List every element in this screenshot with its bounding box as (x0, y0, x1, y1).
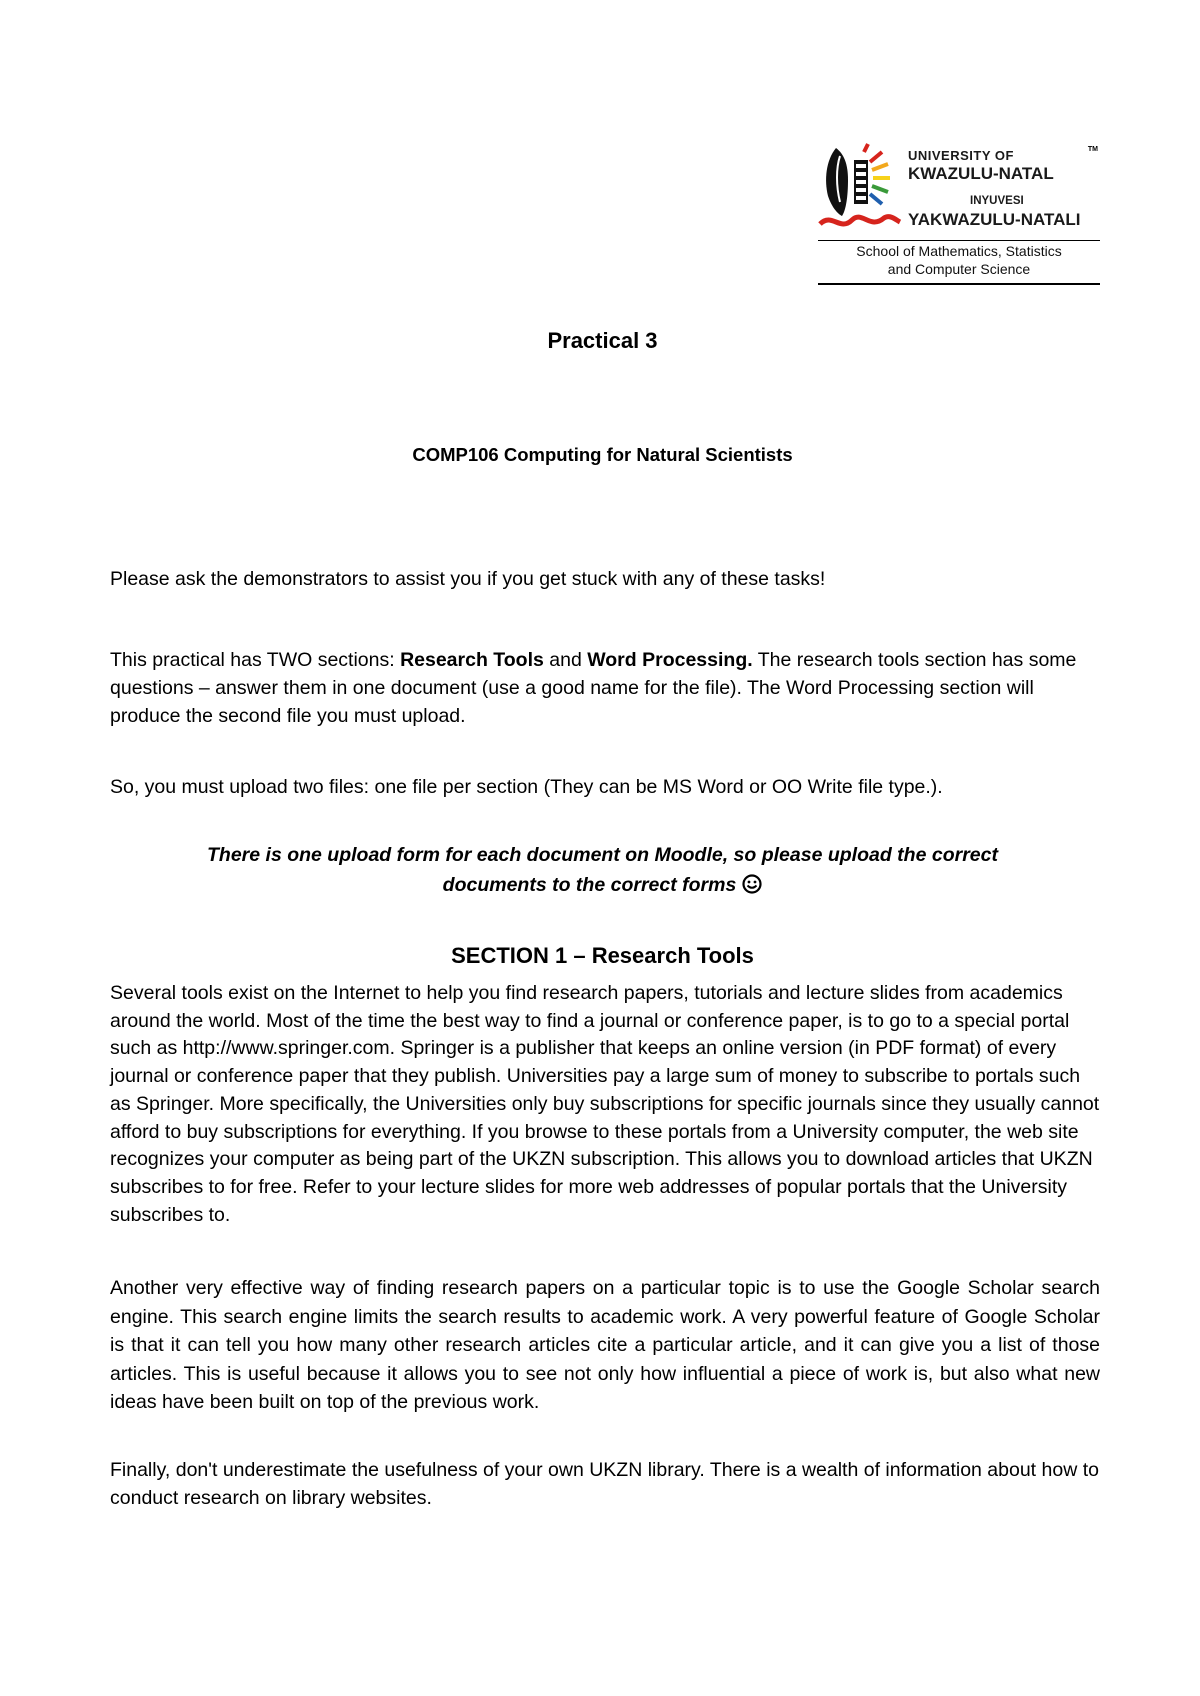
section-1-paragraph-1: Several tools exist on the Internet to help you find research papers, tutorials and lecture slides from academics around the world. Most of the time the best way to find a journal or conference paper, is to go to a special portal such as http://www.springer.com. Springer is a publisher that keeps an online version (in PDF format) of every journal or conference paper that they publish. Universities pay a large sum of money to subscribe to portals such as Springer. More specifically, the Universities only buy subscriptions for specific journals since they usually cannot afford to buy subscriptions for everything. If you browse to these portals from a University computer, the web site recognizes your computer as being part of the UKZN subscription. This allows you to download articles that UKZN subscribes to for free. Refer to your lecture slides for more web addresses of popular portals that the University subscribes to. (110, 982, 1100, 1226)
logo-school-line-1: School of Mathematics, Statistics (856, 243, 1062, 259)
logo-divider (818, 240, 1100, 241)
logo-divider-bottom (818, 283, 1100, 285)
section-1-paragraph-2: Another very effective way of finding research papers on a particular topic is to use the Google Scholar search engine. This search engine limits the search results to academic work. A very powerful feature of Google Scholar is that it can tell you how many other research articles cite a particular article, and it can give you a list of those articles. This is useful because it allows you to see not only how influential a piece of work is, but also what new ideas have been built on top of the previous work. (110, 1277, 1100, 1413)
sections-intro-text-a: This practical has TWO sections: (110, 649, 401, 671)
logo-school-line-2: and Computer Science (887, 261, 1031, 277)
logo-trademark: TM (1087, 146, 1098, 153)
page-title: Practical 3 (547, 328, 658, 353)
upload-note-line-2: documents to the correct forms (442, 874, 737, 896)
upload-note (110, 840, 1095, 900)
logo-inyuvesi: INYUVESI (970, 195, 1024, 207)
logo-yakwazulu-natali: YAKWAZULU-NATALI (908, 210, 1081, 229)
logo-university-of: UNIVERSITY OF (908, 148, 1014, 163)
ukzn-emblem-icon (818, 140, 902, 240)
section-1-heading: SECTION 1 – Research Tools (451, 943, 754, 968)
course-subtitle: COMP106 Computing for Natural Scientists (412, 444, 793, 465)
university-logo (818, 140, 1100, 290)
smiley-icon (742, 874, 762, 894)
logo-kwazulu-natal: KWAZULU-NATAL (908, 164, 1054, 183)
sections-intro-text-d: The research tools section has some questions – answer them in one document (use a good name for the file). The Word Processing section will produce the second file you must upload. (110, 649, 1077, 727)
sections-intro-paragraph (110, 646, 1100, 730)
section-1-paragraph-3: Finally, don't underestimate the usefulness of your own UKZN library. There is a wealth of information about how to conduct research on library websites. (110, 1459, 1099, 1509)
ask-demonstrators-text: Please ask the demonstrators to assist you if you get stuck with any of these tasks! (110, 568, 826, 590)
word-processing-emphasis: Word Processing. (587, 649, 753, 671)
upload-note-line-2-wrap (110, 870, 1095, 900)
research-tools-emphasis: Research Tools (400, 649, 544, 671)
sections-intro-text-c: and (543, 649, 588, 671)
upload-note-line-1: There is one upload form for each document on Moodle, so please upload the correct (207, 844, 998, 866)
upload-two-files-text: So, you must upload two files: one file per section (They can be MS Word or OO Write file type.). (110, 776, 943, 798)
